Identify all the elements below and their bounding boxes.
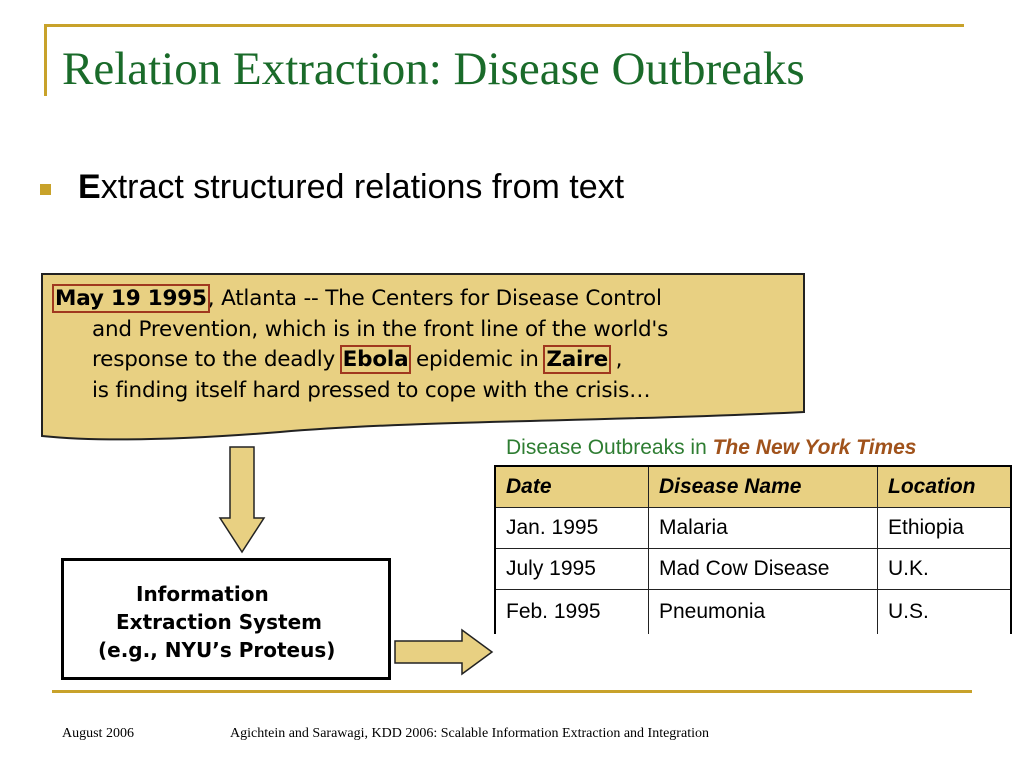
footer-date: August 2006 <box>62 726 134 741</box>
cell-location: U.K. <box>878 549 1012 590</box>
article-line-2: and Prevention, which is in the front line of the world's <box>92 316 669 342</box>
bullet-first-letter: E <box>78 168 101 206</box>
article-line-3 <box>54 345 799 376</box>
article-line-3-pre: response to the deadly <box>92 347 342 372</box>
down-arrow-icon <box>218 446 266 554</box>
article-line-1-text: , Atlanta -- The Centers for Disease Control <box>207 286 662 311</box>
header-disease-name: Disease Name <box>649 466 878 508</box>
table-header-row <box>495 466 1011 508</box>
article-line-1 <box>54 284 799 315</box>
caption-source: The New York Times <box>712 436 917 459</box>
slide-title: Relation Extraction: Disease Outbreaks <box>62 43 805 95</box>
top-rule <box>44 24 964 27</box>
article-line-3-mid: epidemic in <box>409 347 546 372</box>
article-line-3-end: , <box>609 347 623 372</box>
system-line-2: Extraction System <box>116 610 323 634</box>
cell-date: Jan. 1995 <box>495 508 649 549</box>
location-entity: Zaire <box>546 347 609 372</box>
date-entity: May 19 1995 <box>55 286 207 311</box>
cell-date: July 1995 <box>495 549 649 590</box>
disease-entity: Ebola <box>342 347 409 372</box>
right-arrow-icon <box>394 628 494 676</box>
table-row <box>495 508 1011 549</box>
table-caption <box>506 436 916 460</box>
cell-location: U.S. <box>878 590 1012 635</box>
extraction-system-label <box>90 580 390 664</box>
table-row <box>495 590 1011 635</box>
cell-disease: Mad Cow Disease <box>649 549 878 590</box>
system-line-3: (e.g., NYU’s Proteus) <box>98 638 336 662</box>
article-line-4: is finding itself hard pressed to cope with the crisis… <box>92 377 651 403</box>
caption-prefix: Disease Outbreaks in <box>506 436 713 459</box>
header-location: Location <box>878 466 1012 508</box>
cell-disease: Malaria <box>649 508 878 549</box>
news-article <box>54 284 799 406</box>
left-rule <box>44 24 47 96</box>
outbreaks-table <box>494 465 1012 634</box>
cell-date: Feb. 1995 <box>495 590 649 635</box>
header-date: Date <box>495 466 649 508</box>
bullet-rest: xtract structured relations from text <box>100 168 625 206</box>
bullet-text <box>78 168 624 207</box>
table-row <box>495 549 1011 590</box>
system-line-1: Information <box>136 582 269 606</box>
cell-location: Ethiopia <box>878 508 1012 549</box>
footer-citation: Agichtein and Sarawagi, KDD 2006: Scalable Information Extraction and Integration <box>230 726 709 741</box>
bottom-rule <box>52 690 972 693</box>
cell-disease: Pneumonia <box>649 590 878 635</box>
bullet-marker <box>40 184 51 195</box>
